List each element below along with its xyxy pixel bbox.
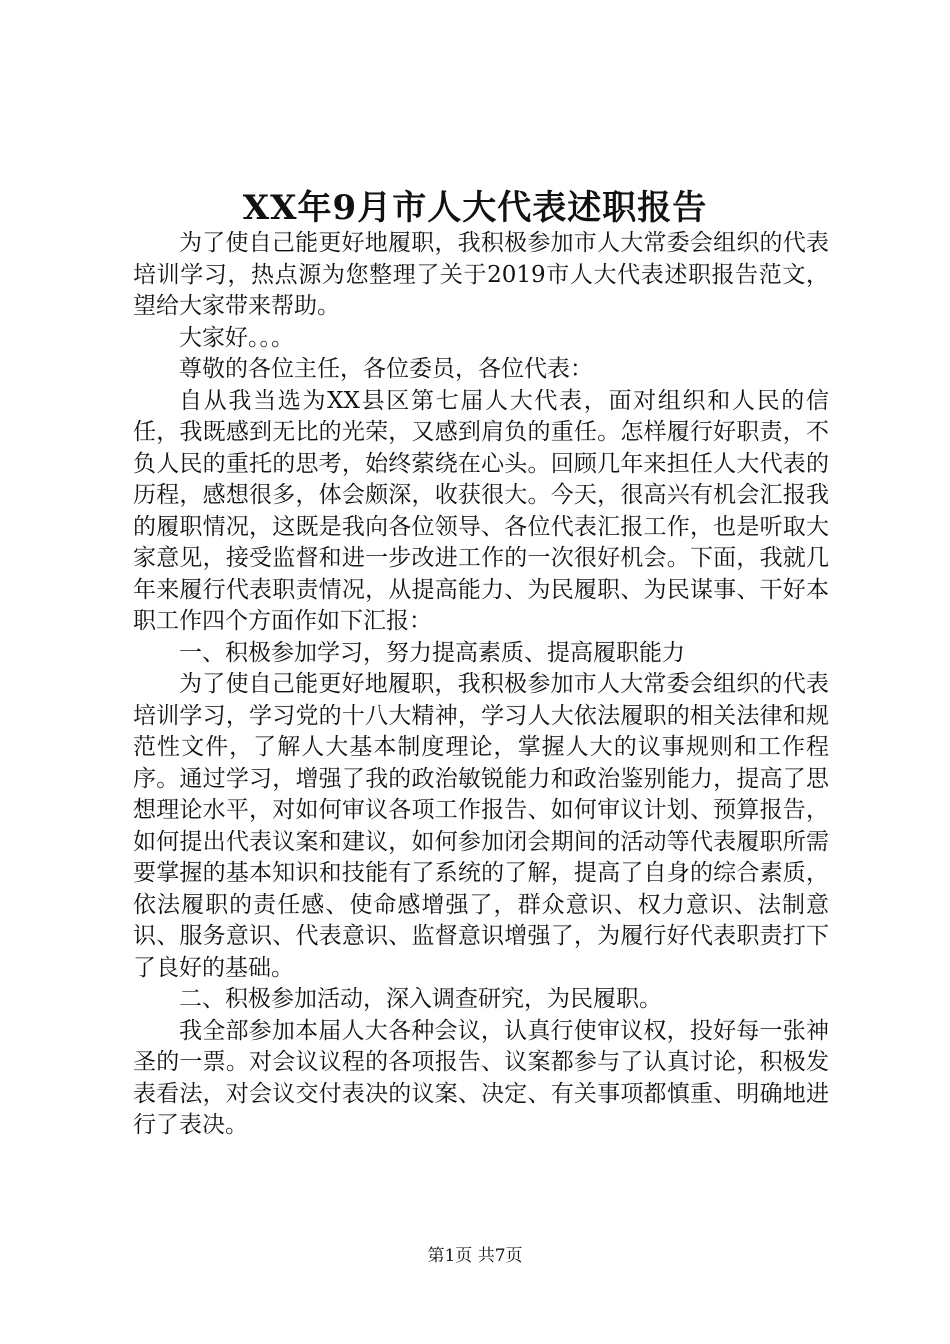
paragraph-salutation: 尊敬的各位主任，各位委员，各位代表： [179,356,593,382]
paragraph-section-2: 我全部参加本届人大各种会议，认真行使审议权，投好每一张神圣的一票。对会议议程的各项报告、议案都参与了认真讨论，积极发表看法，对会议交付表决的议案、决定、有关事项都慎重、明确地进行了表决。 [133,1017,829,1138]
document-body [133,228,829,1142]
document-title: XX年9月市人大代表述职报告 [242,188,708,228]
paragraph-intro: 为了使自己能更好地履职，我积极参加市人大常委会组织的代表培训学习，热点源为您整理了关于2019市人大代表述职报告范文，望给大家带来帮助。 [133,230,829,319]
page-footer: 第1页 共7页 [427,1246,523,1266]
section-heading-2: 二、积极参加活动，深入调查研究，为民履职。 [179,986,662,1012]
paragraph-section-1: 为了使自己能更好地履职，我积极参加市人大常委会组织的代表培训学习，学习党的十八大精神，学习人大依法履职的相关法律和规范性文件，了解人大基本制度理论，掌握人大的议事规则和工作程序。通过学习，增强了我的政治敏锐能力和政治鉴别能力，提高了思想理论水平，对如何审议各项工作报告、如何审议计划、预算报告，如何提出代表议案和建议，如何参加闭会期间的活动等代表履职所需要掌握的基本知识和技能有了系统的了解，提高了自身的综合素质，依法履职的责任感、使命感增强了，群众意识、权力意识、法制意识、服务意识、代表意识、监督意识增强了，为履行好代表职责打下了良好的基础。 [133,671,829,981]
paragraph-opening: 自从我当选为XX县区第七届人大代表，面对组织和人民的信任，我既感到无比的光荣，又感到肩负的重任。怎样履行好职责，不负人民的重托的思考，始终萦绕在心头。回顾几年来担任人大代表的历程，感想很多，体会颇深，收获很大。今天，很高兴有机会汇报我的履职情况，这既是我向各位领导、各位代表汇报工作，也是听取大家意见，接受监督和进一步改进工作的一次很好机会。下面，我就几年来履行代表职责情况，从提高能力、为民履职、为民谋事、干好本职工作四个方面作如下汇报： [133,387,829,634]
paragraph-greeting: 大家好。。。 [179,324,294,351]
section-heading-1: 一、积极参加学习，努力提高素质、提高履职能力 [179,639,685,666]
